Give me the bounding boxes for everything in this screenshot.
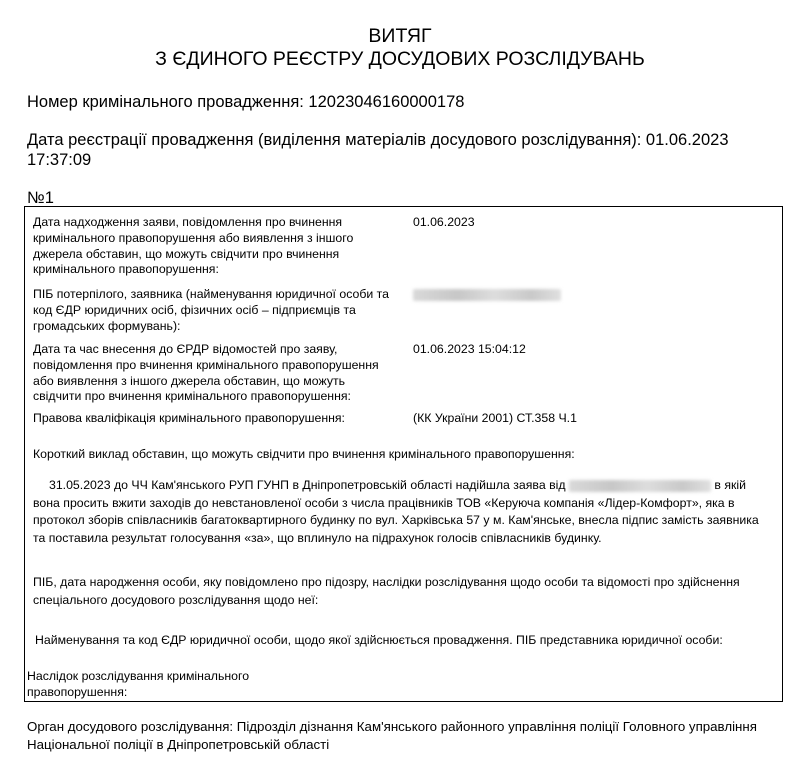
document-subtitle: З ЄДИНОГО РЕЄСТРУ ДОСУДОВИХ РОЗСЛІДУВАНЬ bbox=[155, 48, 645, 70]
summary-text bbox=[33, 477, 773, 547]
entry-datetime-label: Дата та час внесення до ЄРДР відомостей про заяву, повідомлення про вчинення кримінального правопорушення або виявлення з іншого джерела обставин, що можуть свідчити про вчинення кримінального правопорушення: bbox=[33, 342, 379, 404]
receipt-date-value: 01.06.2023 bbox=[413, 215, 475, 229]
applicant-name-redacted bbox=[569, 480, 711, 492]
record-table bbox=[24, 206, 783, 702]
summary-text-part1: 31.05.2023 до ЧЧ Кам'янського РУП ГУНП в Дніпропетровській області надійшла заява від bbox=[49, 478, 566, 492]
receipt-date-label: Дата надходження заяви, повідомлення про вчинення кримінального правопорушення або виявлення з іншого джерела обставин, що можуть свідчити про вчинення кримінального правопорушення: bbox=[33, 215, 354, 277]
legal-qualification-label: Правова кваліфікація кримінального правопорушення: bbox=[33, 411, 345, 425]
document-title: ВИТЯГ bbox=[368, 25, 432, 47]
victim-name-redacted bbox=[413, 287, 773, 303]
summary-text-part2: в якій вона просить вжити заходів до невстановленої особи з числа працівників ТОВ «Керуюча компанія «Лідер-Комфорт», яка в протокол зборів співласників багатоквартирного будинку по вул. Харківська 57 у м. Кам'янське, внесла підпис замість заявника та поставила результат голосування «за», що вплинуло на підрахунок голосів співласників будинку. bbox=[33, 478, 759, 545]
summary-label: Короткий виклад обставин, що можуть свідчити про вчинення кримінального правопорушення: bbox=[33, 447, 575, 461]
record-heading: №1 bbox=[27, 189, 54, 207]
result-label: Наслідок розслідування кримінального правопорушення: bbox=[27, 669, 250, 699]
case-number: Номер кримінального провадження: 12023046160000178 bbox=[27, 93, 465, 111]
suspect-label: ПІБ, дата народження особи, яку повідомлено про підозру, наслідки розслідування щодо особи та відомості про здійснення спеціального досудового розслідування щодо неї: bbox=[33, 575, 740, 607]
registration-date: Дата реєстрації провадження (виділення матеріалів досудового розслідування): 01.06.2023 17:37:09 bbox=[27, 131, 729, 169]
legal-entity-label: Найменування та код ЄДР юридичної особи, щодо якої здійснюється провадження. ПІБ представника юридичної особи: bbox=[35, 633, 723, 647]
investigation-authority: Орган досудового розслідування: Підрозділ дізнання Кам'янського районного управління поліції Головного управління Національної поліції в Дніпропетровській області bbox=[27, 719, 757, 752]
entry-datetime-value: 01.06.2023 15:04:12 bbox=[413, 342, 526, 356]
legal-qualification-value: (КК України 2001) СТ.358 Ч.1 bbox=[413, 411, 577, 425]
victim-label: ПІБ потерпілого, заявника (найменування юридичної особи та код ЄДР юридичних осіб, фізичних осіб – підприємців та громадських формувань): bbox=[33, 287, 389, 333]
